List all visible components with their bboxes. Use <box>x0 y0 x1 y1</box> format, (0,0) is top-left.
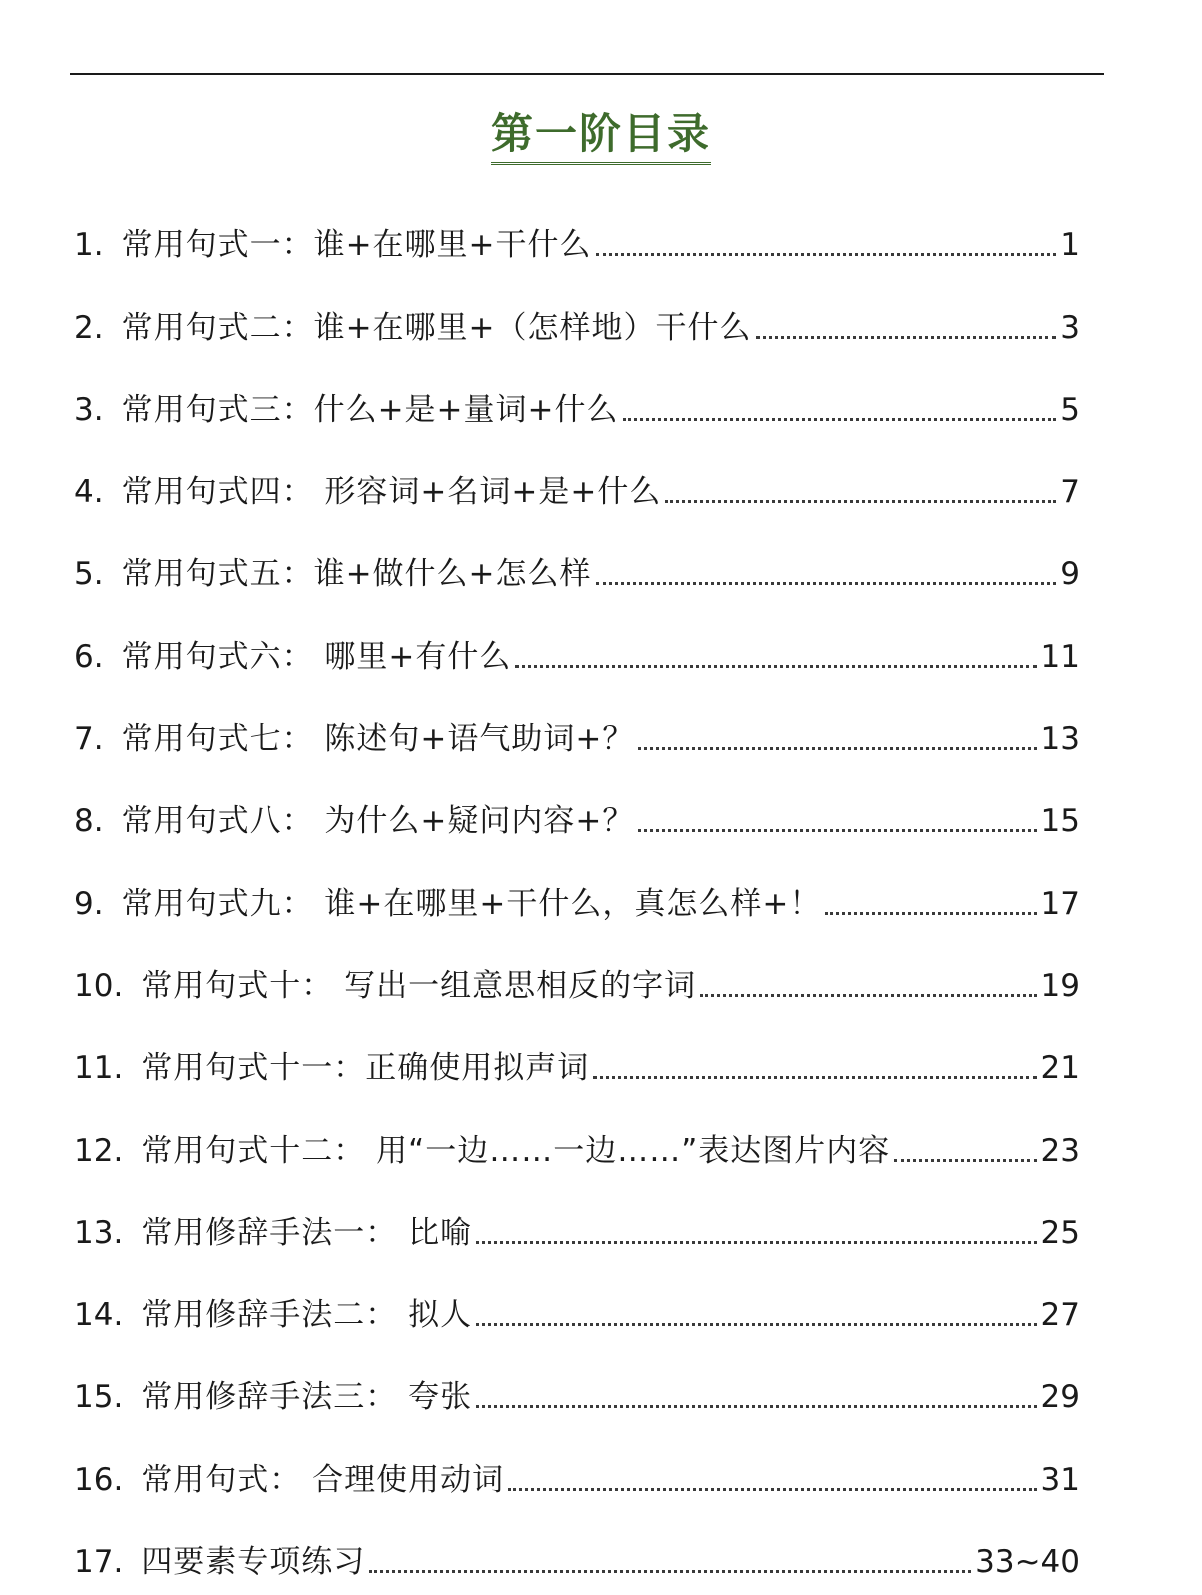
header-rule <box>70 73 1104 75</box>
toc-entry[interactable] <box>74 1430 1080 1512</box>
toc-entry-title: 常用句式七： 陈述句+语气助词+？ <box>121 721 635 758</box>
toc-entry-number: 16. <box>74 1461 124 1498</box>
toc-entry-number: 8. <box>74 803 104 840</box>
toc-entry-title: 常用句式二：谁+在哪里+（怎样地）干什么 <box>121 309 752 346</box>
toc-entry-title: 常用句式十： 写出一组意思相反的字词 <box>141 967 697 1004</box>
toc-entry-page: 31 <box>1040 1461 1080 1498</box>
toc-entry-number: 17. <box>74 1544 124 1581</box>
page-title: 第一阶目录 <box>491 108 711 165</box>
toc-entry-page: 19 <box>1040 967 1080 1004</box>
toc-entry[interactable] <box>74 1266 1080 1348</box>
toc-entry-page: 9 <box>1060 556 1080 593</box>
toc-entry-number: 7. <box>74 721 104 758</box>
toc-entry[interactable] <box>74 278 1080 360</box>
toc-entry-number: 5. <box>74 556 104 593</box>
toc-entry-page: 5 <box>1060 391 1080 428</box>
toc-entry-title: 常用句式： 合理使用动词 <box>141 1461 505 1498</box>
toc-entry-page: 33~40 <box>975 1544 1080 1581</box>
title-container <box>0 108 1202 165</box>
dot-leader <box>756 336 1057 339</box>
toc-entry-title: 常用句式九： 谁+在哪里+干什么，真怎么样+！ <box>121 885 822 922</box>
toc-entry[interactable] <box>74 196 1080 278</box>
dot-leader <box>369 1570 971 1573</box>
toc-entry-title: 常用修辞手法三： 夸张 <box>141 1379 473 1416</box>
toc-entry-number: 3. <box>74 391 104 428</box>
toc-entry[interactable] <box>74 361 1080 443</box>
dot-leader <box>476 1323 1036 1326</box>
toc-entry[interactable] <box>74 854 1080 936</box>
toc-entry-title: 常用句式五：谁+做什么+怎么样 <box>121 556 592 593</box>
dot-leader <box>894 1159 1036 1162</box>
toc-entry[interactable] <box>74 1019 1080 1101</box>
dot-leader <box>638 829 1036 832</box>
toc-entry-title: 常用句式八： 为什么+疑问内容+？ <box>121 803 635 840</box>
toc-entry-page: 23 <box>1040 1132 1080 1169</box>
toc-entry-number: 14. <box>74 1297 124 1334</box>
toc-entry-page: 11 <box>1040 638 1080 675</box>
table-of-contents <box>74 196 1080 1595</box>
toc-entry-number: 2. <box>74 309 104 346</box>
toc-entry[interactable] <box>74 772 1080 854</box>
toc-entry-title: 常用修辞手法二： 拟人 <box>141 1297 473 1334</box>
dot-leader <box>476 1241 1036 1244</box>
toc-entry-title: 常用句式十二： 用“一边……一边……”表达图片内容 <box>141 1132 891 1169</box>
dot-leader <box>825 912 1036 915</box>
toc-entry-title: 常用句式十一：正确使用拟声词 <box>141 1050 590 1087</box>
dot-leader <box>476 1405 1036 1408</box>
toc-entry[interactable] <box>74 1101 1080 1183</box>
toc-entry-number: 11. <box>74 1050 124 1087</box>
toc-entry-number: 1. <box>74 227 104 264</box>
toc-entry-number: 4. <box>74 474 104 511</box>
toc-entry-number: 12. <box>74 1132 124 1169</box>
dot-leader <box>515 665 1036 668</box>
toc-entry-title: 常用句式六： 哪里+有什么 <box>121 638 512 675</box>
toc-entry-page: 21 <box>1040 1050 1080 1087</box>
toc-entry[interactable] <box>74 937 1080 1019</box>
toc-entry-title: 常用句式三：什么+是+量词+什么 <box>121 391 619 428</box>
toc-entry-page: 13 <box>1040 721 1080 758</box>
dot-leader <box>593 1076 1036 1079</box>
toc-entry-number: 6. <box>74 638 104 675</box>
toc-entry-number: 9. <box>74 885 104 922</box>
toc-entry-page: 7 <box>1060 474 1080 511</box>
toc-entry-page: 29 <box>1040 1379 1080 1416</box>
toc-entry[interactable] <box>74 607 1080 689</box>
toc-entry-number: 13. <box>74 1214 124 1251</box>
dot-leader <box>623 418 1057 421</box>
toc-entry-title: 常用句式四： 形容词+名词+是+什么 <box>121 474 662 511</box>
toc-entry[interactable] <box>74 1348 1080 1430</box>
toc-entry[interactable] <box>74 1184 1080 1266</box>
dot-leader <box>508 1488 1036 1491</box>
toc-entry[interactable] <box>74 443 1080 525</box>
toc-entry-title: 常用修辞手法一： 比喻 <box>141 1214 473 1251</box>
dot-leader <box>700 994 1036 997</box>
toc-entry-page: 3 <box>1060 309 1080 346</box>
toc-entry-page: 17 <box>1040 885 1080 922</box>
toc-entry-page: 25 <box>1040 1214 1080 1251</box>
dot-leader <box>596 253 1057 256</box>
toc-entry-number: 10. <box>74 967 124 1004</box>
dot-leader <box>596 582 1057 585</box>
dot-leader <box>638 747 1036 750</box>
toc-entry[interactable] <box>74 1513 1080 1595</box>
toc-entry[interactable] <box>74 690 1080 772</box>
toc-entry-page: 1 <box>1060 227 1080 264</box>
dot-leader <box>665 500 1056 503</box>
toc-entry-page: 15 <box>1040 803 1080 840</box>
toc-entry-number: 15. <box>74 1379 124 1416</box>
toc-entry[interactable] <box>74 525 1080 607</box>
toc-entry-title: 常用句式一：谁+在哪里+干什么 <box>121 227 592 264</box>
toc-entry-title: 四要素专项练习 <box>141 1544 366 1581</box>
toc-entry-page: 27 <box>1040 1297 1080 1334</box>
